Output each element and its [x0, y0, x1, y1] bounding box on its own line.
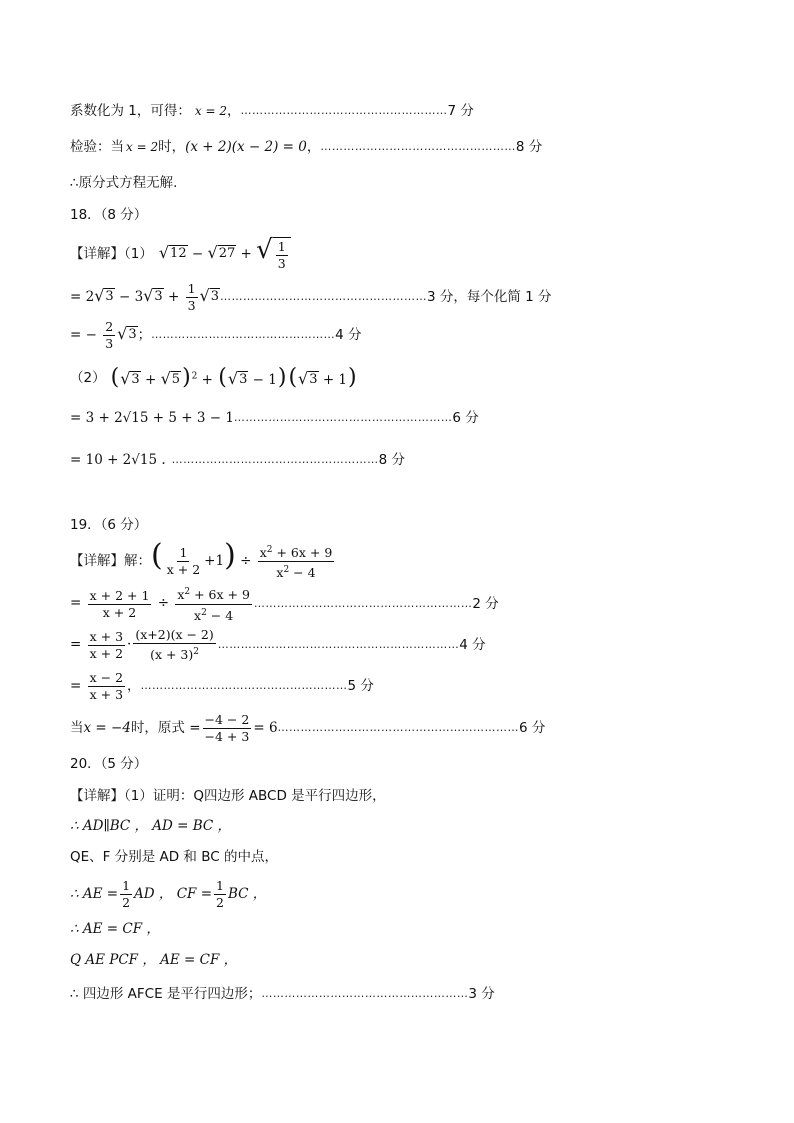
leader-dots: ………………………………………………………: [277, 721, 520, 734]
line-conclusion: [70, 174, 177, 192]
leader-dots: ………………………………………………: [220, 290, 427, 303]
line-coefficient: [70, 102, 474, 120]
score: 6 分: [452, 410, 479, 426]
math: = − $\frac{2}{3}$ √ 3 ；: [70, 318, 152, 351]
text: 时，: [158, 139, 186, 155]
q19-expression: [70, 537, 336, 581]
math: ∴ AE = CF ，: [70, 921, 160, 937]
score: 4 分: [459, 637, 486, 653]
leader-dots: ……………………………………………: [320, 140, 516, 153]
leader-dots: ………………………………………………………: [217, 638, 460, 651]
text: 检验：当: [70, 139, 124, 155]
math: = $\frac{x + 2 + 1}{x + 2}$ ÷ $\frac{x^2 + 6x + 9}{x^2 - 4}$: [70, 584, 254, 623]
math: = 3 + 2√15 + 5 + 3 − 1: [70, 410, 234, 426]
math: √ 12 − √ 27 + √ $\frac{1}{3}$: [159, 237, 291, 272]
q19-step3: [70, 668, 374, 704]
leader-dots: …………………………………………………: [253, 597, 473, 610]
q18-part2: [70, 364, 358, 392]
text: ，: [306, 139, 321, 155]
leader-dots: …………………………………………: [151, 328, 336, 341]
text: 时，原式 =: [130, 720, 201, 736]
text: ，: [226, 103, 241, 119]
score: 3 分，每个化简 1 分: [427, 289, 552, 305]
text: 系数化为 1，可得：: [70, 103, 191, 119]
math: = 2 √ 3 − 3 √ 3 + $\frac{1}{3}$ √ 3: [70, 280, 219, 313]
text: QE、F 分别是 AD 和 BC 的中点，: [70, 849, 278, 865]
score: 8 分: [378, 452, 406, 468]
question-18-header: [70, 206, 147, 224]
score: 3 分: [468, 986, 495, 1002]
q18-step2: [70, 318, 362, 352]
question-number: 20．（5 分）: [70, 756, 148, 772]
question-number: 19．（6 分）: [70, 517, 148, 533]
q20-line5: [70, 920, 160, 938]
half-fraction: $\frac{1}{2}$: [122, 877, 131, 910]
math: ( √ 3 + √ 5 )$^2$ + ( √ 3 − 1)( √ 3 + 1): [110, 365, 357, 390]
detail-label: 【详解】解：: [70, 553, 151, 569]
part-label: （2）: [70, 370, 106, 386]
score: 8 分: [515, 139, 543, 155]
q18-part2-step2: [70, 451, 405, 469]
leader-dots: ………………………………………………: [171, 453, 379, 466]
math: = $\frac{x - 2}{x + 3}$ ，: [70, 669, 141, 702]
q20-line3: [70, 848, 278, 866]
q20-line4: [70, 876, 266, 912]
q20-line1: [70, 787, 386, 805]
math: $\frac{-4 - 2}{-4 + 3}$: [204, 711, 250, 744]
q20-line6: [70, 951, 237, 969]
q18-part2-step1: [70, 409, 479, 427]
question-19-header: [70, 516, 147, 534]
score: 2 分: [472, 596, 499, 612]
math: = 6: [253, 720, 278, 736]
math: (x + 2)(x − 2) = 0: [185, 139, 307, 155]
detail-label: 【详解】（1）: [70, 246, 153, 262]
math: = $\frac{x + 3}{x + 2}$ · $\frac{(x+2)(x - 2)}{(x + 3)^2}$: [70, 626, 214, 663]
math: x = 2: [126, 140, 159, 154]
score: 6 分: [519, 720, 546, 736]
math: x = −4: [83, 720, 131, 736]
math: ∴ AE =: [70, 886, 119, 902]
q18-part1: [70, 236, 291, 272]
text: Q四边形 ABCD 是平行四边形，: [193, 788, 386, 804]
score: 5 分: [347, 678, 374, 694]
question-number: 18．（8 分）: [70, 207, 148, 223]
leader-dots: ………………………………………………: [261, 987, 469, 1000]
math: x = 2: [194, 104, 227, 118]
leader-dots: …………………………………………………: [233, 411, 453, 424]
q20-line7: [70, 985, 495, 1003]
math: ( $\frac{1}{x + 2}$ +1) ÷ $\frac{x^2 + 6x + 9}{x^2 - 4}$: [151, 537, 333, 581]
score: 4 分: [335, 327, 362, 343]
math: BC ，: [227, 886, 267, 902]
line-check: [70, 138, 542, 156]
q19-step2: [70, 625, 486, 665]
math: ∴ AD∥BC ， AD = BC ，: [70, 818, 232, 834]
half-fraction: $\frac{1}{2}$: [216, 877, 224, 910]
q19-step4: [70, 710, 545, 746]
math: AD ， CF =: [134, 886, 213, 902]
leader-dots: ………………………………………………: [140, 679, 348, 692]
detail-label: 【详解】（1）证明：: [70, 788, 194, 804]
text: ∴原分式方程无解.: [70, 175, 178, 191]
q19-step1: [70, 586, 499, 622]
text: 当: [70, 720, 84, 736]
leader-dots: ………………………………………………: [240, 104, 448, 117]
q20-line2: [70, 817, 231, 835]
question-20-header: [70, 755, 147, 773]
q18-step1: [70, 280, 552, 314]
text: ∴ 四边形 AFCE 是平行四边形；: [70, 986, 262, 1002]
math: = 10 + 2√15 .: [70, 452, 166, 468]
math: Q AE PCF ， AE = CF ，: [70, 952, 238, 968]
score: 7 分: [447, 103, 474, 119]
